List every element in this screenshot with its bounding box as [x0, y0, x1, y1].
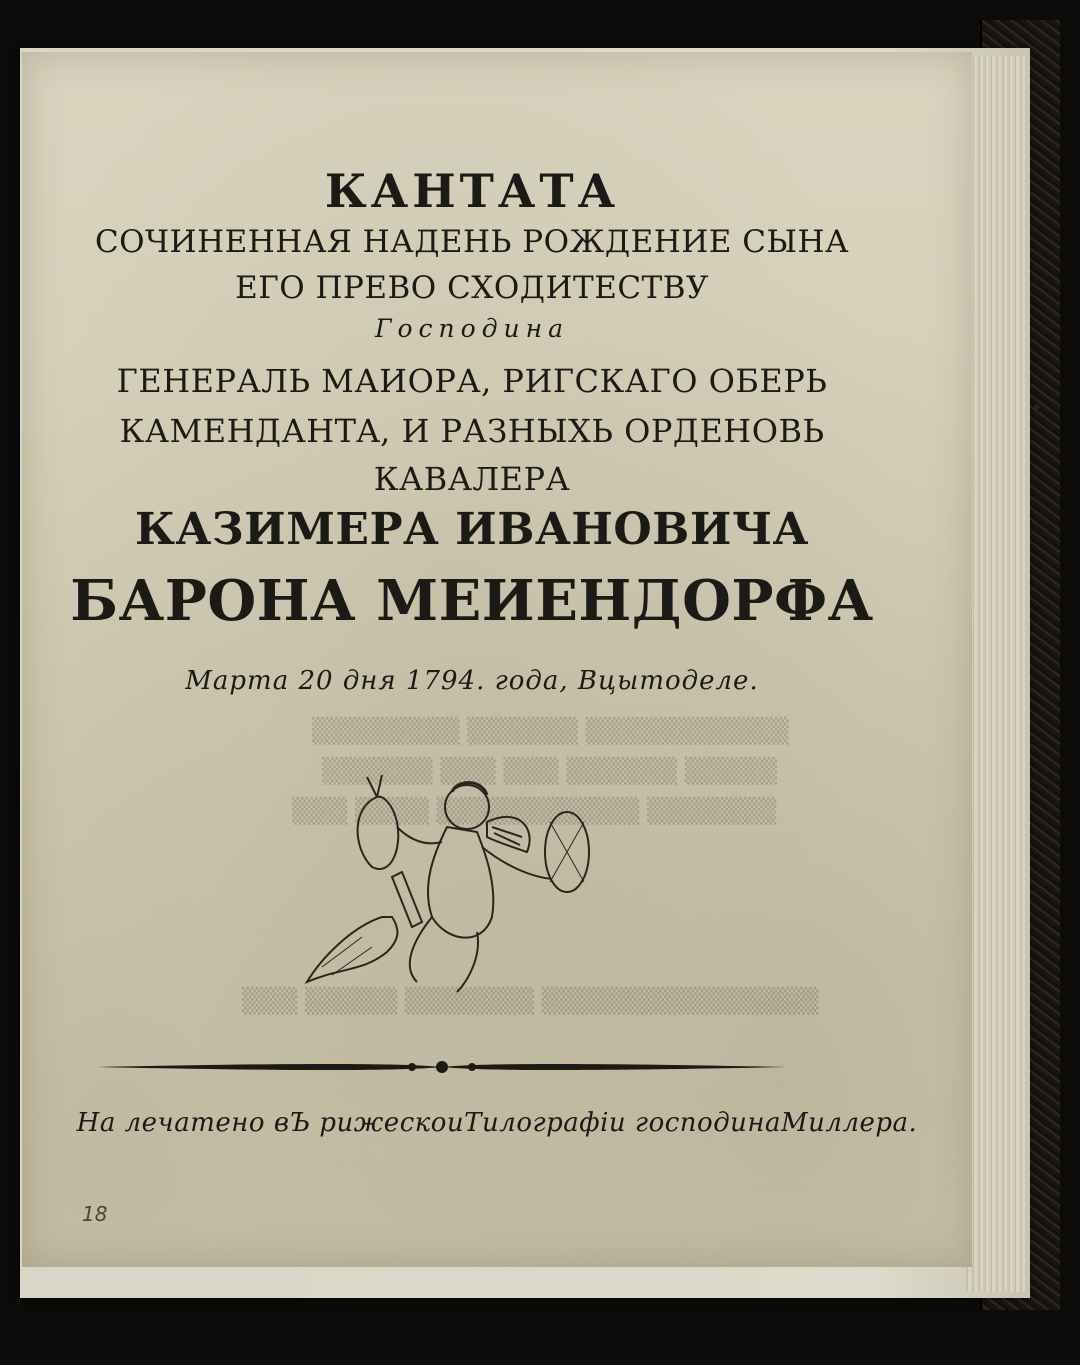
subtitle-line: ЕГО ПРЕВО СХОДИТЕСТВУ — [235, 270, 709, 306]
page-edges — [965, 56, 1025, 1292]
subtitle-line: ГЕНЕРАЛЬ МАИОРА, РИГСКАГО ОБЕРЬ — [116, 362, 828, 400]
page-title: КАНТАТА — [324, 164, 620, 218]
subtitle-line: КАМЕНДАНТA, И РАЗНЫХЬ ОРДЕНОВЬ — [119, 412, 825, 450]
bleed-through-text: ▒▒▒▒▒▒▒▒ ▒▒▒▒▒▒ ▒▒▒▒▒▒▒▒▒▒▒ — [312, 717, 789, 745]
honoree-name: КАЗИМЕРА ИВАНОВИЧА — [135, 504, 809, 555]
title-page — [22, 52, 972, 1267]
subtitle-line: КАВАЛЕРА — [373, 460, 571, 498]
subtitle-line: Господина — [374, 314, 570, 343]
printer-imprint: На лечатено вЪ рижескоиТилографіи господинаМиллера. — [76, 1108, 918, 1138]
handwritten-number: 18 — [82, 1202, 108, 1226]
date-line: Марта 20 дня 1794. года, Вцытоделе. — [185, 666, 759, 696]
subtitle-line: СОЧИНЕННАЯ НАДЕНЬ РОЖДЕНИЕ СЫНА — [94, 224, 850, 260]
bleed-through-text: ▒▒▒ ▒▒▒▒ ▒▒▒▒▒▒▒▒▒▒▒ ▒▒▒▒▒▒▒ — [292, 797, 777, 825]
cupid-engraving — [282, 767, 612, 1007]
honoree-title: БАРОНА МЕИЕНДОРФА — [70, 568, 874, 634]
bleed-through-text: ▒▒▒▒▒▒ ▒▒▒ ▒▒▒ ▒▒▒▒▒▒ ▒▒▒▒▒ — [322, 757, 778, 785]
decorative-rule — [92, 1052, 792, 1082]
bleed-through-text: ▒▒▒ ▒▒▒▒▒ ▒▒▒▒▒▒▒ ▒▒▒▒▒▒▒▒▒▒▒▒▒▒▒ — [242, 987, 819, 1015]
